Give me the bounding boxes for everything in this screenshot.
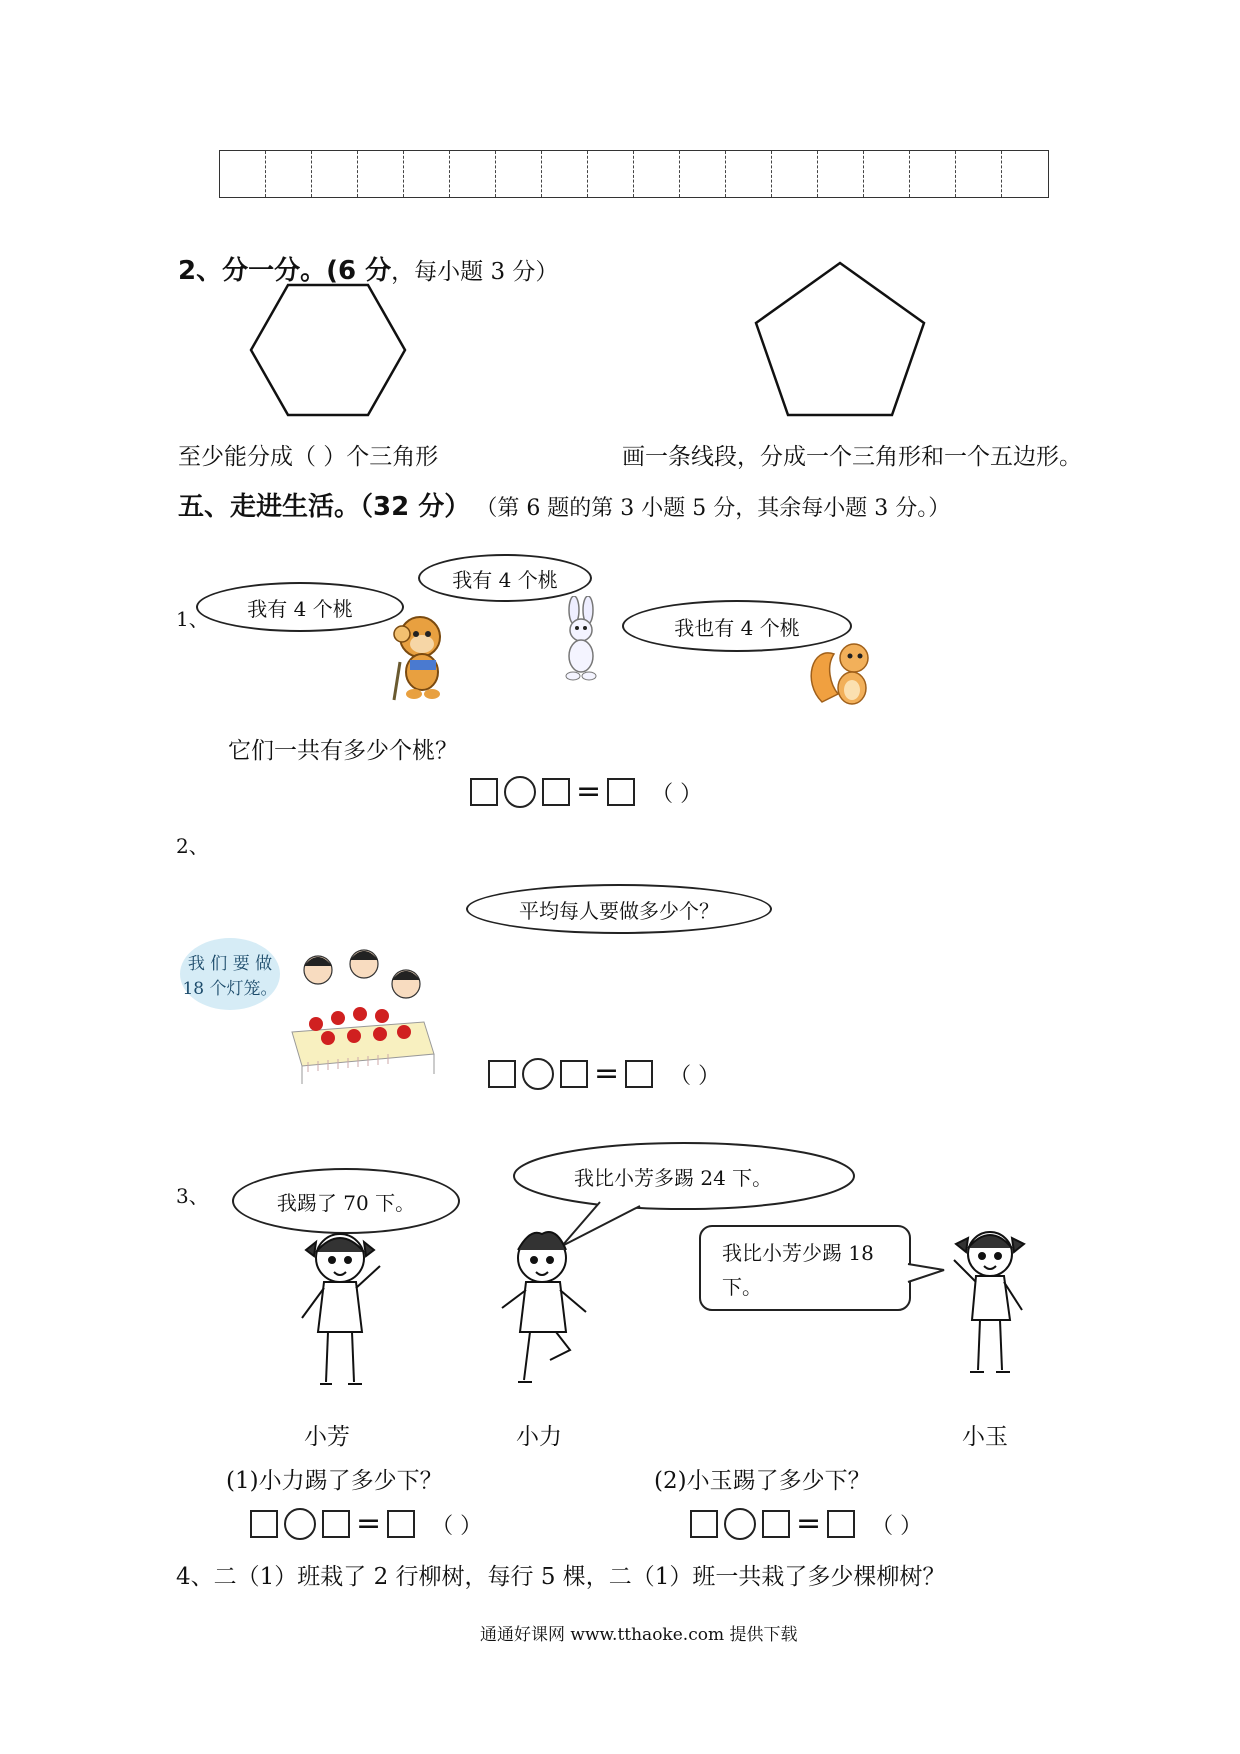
answer-box[interactable] <box>322 1510 350 1538</box>
section2-heading-rest: ，每小题 3 分） <box>391 259 559 285</box>
equals-sign: = <box>796 1506 822 1541</box>
pentagon-question: 画一条线段，分成一个三角形和一个五边形。 <box>622 444 1082 470</box>
q2-speech-line2: 18 个灯笼。 <box>182 979 278 999</box>
squirrel-illustration <box>808 632 880 712</box>
section5-heading: 五、走进生活。（32 分） <box>178 492 471 522</box>
q4-text: 4、二（1）班栽了 2 行柳树，每行 5 棵，二（1）班一共栽了多少棵柳树？ <box>176 1564 946 1590</box>
grid-cell[interactable] <box>680 151 726 197</box>
name-xiaofang: 小芳 <box>304 1424 350 1450</box>
q1-bubble-rabbit-text: 我有 4 个桃 <box>452 567 558 592</box>
q1-bubble-monkey <box>196 582 404 632</box>
section5-heading-note: （第 6 题的第 3 小题 5 分，其余每小题 3 分。） <box>475 496 951 521</box>
answer-box[interactable] <box>470 778 498 806</box>
pentagon-shape[interactable] <box>752 260 928 420</box>
section5-heading-row <box>178 486 950 523</box>
unit-blank[interactable]: （ ） <box>871 1513 923 1539</box>
answer-box[interactable] <box>762 1510 790 1538</box>
grid-cell[interactable] <box>588 151 634 197</box>
answer-box[interactable] <box>607 778 635 806</box>
q1-question: 它们一共有多少个桃？ <box>228 738 458 764</box>
q1-bubble-rabbit <box>418 554 592 602</box>
grid-cell[interactable] <box>634 151 680 197</box>
grid-cell[interactable] <box>726 151 772 197</box>
q1-equation <box>470 776 702 808</box>
q1-number: 1、 <box>176 607 209 631</box>
answer-box[interactable] <box>625 1060 653 1088</box>
q2-number: 2、 <box>176 834 209 858</box>
grid-cell[interactable] <box>220 151 266 197</box>
grid-cell[interactable] <box>404 151 450 197</box>
answer-box[interactable] <box>690 1510 718 1538</box>
xiaofang-illustration <box>290 1222 400 1392</box>
hexagon-shape[interactable] <box>248 282 408 418</box>
q3-sub1: (1)小力踢了多少下？ <box>226 1468 443 1494</box>
answer-box[interactable] <box>488 1060 516 1088</box>
answer-grid <box>219 150 1049 198</box>
children-lanterns-illustration <box>288 944 438 1086</box>
answer-box[interactable] <box>827 1510 855 1538</box>
grid-cell[interactable] <box>266 151 312 197</box>
operator-circle[interactable] <box>522 1058 554 1090</box>
answer-box[interactable] <box>542 778 570 806</box>
answer-box[interactable] <box>250 1510 278 1538</box>
q2-speech-line1: 我 们 要 做 <box>187 954 273 974</box>
grid-cell[interactable] <box>864 151 910 197</box>
section2-heading-score: 6 分 <box>337 256 392 286</box>
xiaoyu-illustration <box>940 1220 1040 1380</box>
section2-heading-bold: 2、分一分。( <box>178 256 338 286</box>
grid-cell[interactable] <box>542 151 588 197</box>
q3-bubble-xiaoyu-line2: 下。 <box>722 1275 762 1299</box>
q3-number: 3、 <box>176 1184 209 1208</box>
q3-bubble-xiaoli-text: 我比小芳多踢 24 下。 <box>574 1166 773 1190</box>
equals-sign: = <box>356 1506 382 1541</box>
footer-text: 通通好课网 www.tthaoke.com 提供下载 <box>480 1625 798 1645</box>
q2-bubble-question <box>466 884 772 934</box>
q3-bubble-xiaofang-text: 我踢了 70 下。 <box>276 1190 416 1215</box>
xiaoli-illustration <box>490 1220 600 1390</box>
q3-equation-2 <box>690 1508 922 1540</box>
grid-cell[interactable] <box>312 151 358 197</box>
answer-box[interactable] <box>387 1510 415 1538</box>
equals-sign: = <box>594 1056 620 1091</box>
monkey-illustration <box>380 612 460 702</box>
name-xiaoyu: 小玉 <box>962 1424 1008 1450</box>
grid-cell[interactable] <box>818 151 864 197</box>
grid-cell[interactable] <box>496 151 542 197</box>
q2-speech-bubble <box>180 938 280 1010</box>
grid-cell[interactable] <box>1002 151 1048 197</box>
operator-circle[interactable] <box>724 1508 756 1540</box>
operator-circle[interactable] <box>284 1508 316 1540</box>
grid-cell[interactable] <box>956 151 1002 197</box>
q2-bubble-question-text: 平均每人要做多少个？ <box>519 898 719 923</box>
q1-bubble-squirrel-text: 我也有 4 个桃 <box>674 615 800 640</box>
grid-cell[interactable] <box>450 151 496 197</box>
q1-bubble-monkey-text: 我有 4 个桃 <box>247 596 353 621</box>
q3-bubble-xiaoyu-line1: 我比小芳少踢 18 <box>722 1241 874 1265</box>
q3-sub2: (2)小玉踢了多少下？ <box>654 1468 871 1494</box>
unit-blank[interactable]: （ ） <box>669 1063 721 1089</box>
equals-sign: = <box>576 774 602 809</box>
q3-bubble-xiaoyu-text <box>722 1236 874 1304</box>
grid-cell[interactable] <box>358 151 404 197</box>
q2-equation <box>488 1058 720 1090</box>
name-xiaoli: 小力 <box>516 1424 562 1450</box>
q3-equation-1 <box>250 1508 482 1540</box>
hexagon-question: 至少能分成（ ）个三角形 <box>178 444 439 470</box>
grid-cell[interactable] <box>772 151 818 197</box>
rabbit-illustration <box>556 596 606 682</box>
unit-blank[interactable]: （ ） <box>651 781 703 807</box>
unit-blank[interactable]: （ ） <box>431 1513 483 1539</box>
operator-circle[interactable] <box>504 776 536 808</box>
grid-cell[interactable] <box>910 151 956 197</box>
answer-box[interactable] <box>560 1060 588 1088</box>
